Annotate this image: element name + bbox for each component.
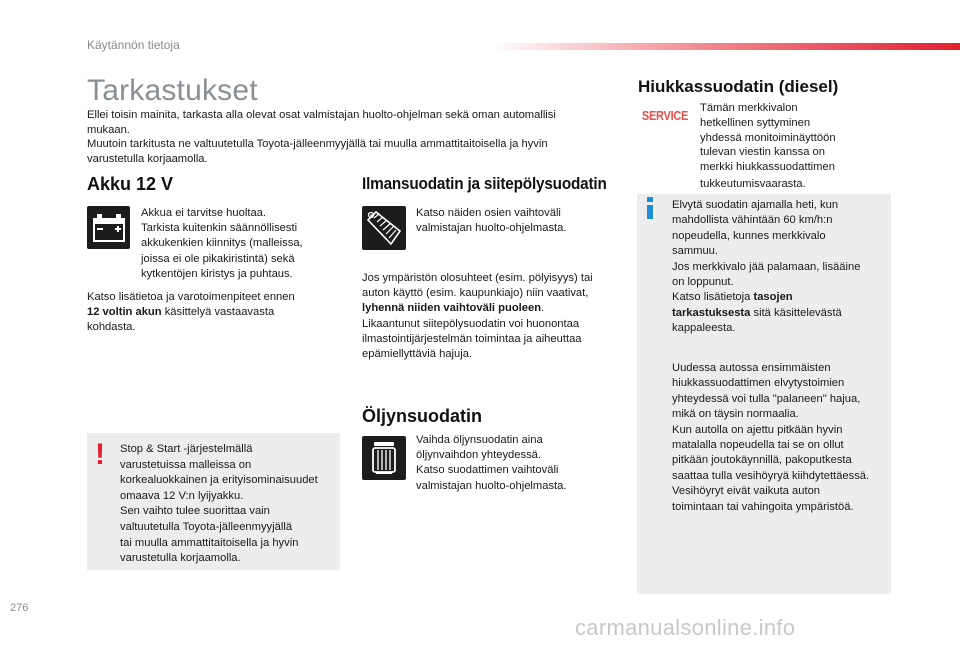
info-line: yhteydessä voi tulla "palaneen" hajua,: [672, 392, 861, 405]
header-accent-line: [490, 43, 960, 50]
warning-text: [120, 442, 338, 567]
oil-filter-desc-line: valmistajan huolto-ohjelmasta.: [416, 479, 567, 492]
warning-line: Stop & Start -järjestelmällä: [120, 443, 253, 455]
air-filter-emphasis: lyhennä niiden vaihtoväli puoleen: [362, 302, 542, 315]
info-line: kappaleesta.: [672, 322, 736, 335]
air-filter-description: [416, 206, 616, 236]
info-text-regeneration: [672, 198, 887, 337]
warning-line: valtuutetulla Toyota-jälleenmyyjällä: [120, 520, 293, 533]
info-icon: [645, 197, 655, 219]
info-line: Elvytä suodatin ajamalla heti, kun: [672, 199, 839, 211]
air-filter-note-text: .: [541, 302, 545, 315]
air-filter-note-line: auton käyttö (esim. kaupunkiajo) niin vaativat,: [362, 287, 589, 300]
info-line: sammuu.: [672, 245, 719, 258]
info-line: Jos merkkivalo jää palamaan, lisääine: [672, 260, 861, 273]
info-reference: tasojen: [753, 291, 793, 304]
oil-filter-heading: Öljynsuodatin: [362, 406, 483, 426]
page-title: Tarkastukset: [87, 74, 258, 107]
intro-line: varustetulla korjaamolla.: [87, 152, 208, 165]
particle-desc-line: hetkellinen syttyminen: [700, 116, 811, 129]
warning-line: Sen vaihto tulee suorittaa vain: [120, 505, 270, 518]
info-line: [672, 290, 887, 305]
battery-icon-graphic: [91, 212, 127, 244]
info-line: on loppunut.: [672, 276, 734, 289]
info-ref-text: Katso lisätietoja: [672, 291, 754, 304]
info-reference: tarkastuksesta: [672, 306, 751, 319]
info-line: mikä on täysin normaalia.: [672, 408, 799, 421]
service-warning-lamp: SERVICE: [641, 109, 689, 123]
air-filter-note-line: epämiellyttäviä hajuja.: [362, 348, 473, 361]
info-line: mahdollista vähintään 60 km/h:n: [672, 214, 833, 227]
battery-desc-line: Tarkista kuitenkin säännöllisesti: [141, 222, 298, 235]
warning-line: omaava 12 V:n lyijyakku.: [120, 489, 244, 502]
oil-filter-icon-graphic: [367, 440, 401, 476]
air-filter-desc-line: Katso näiden osien vaihtoväli: [416, 207, 561, 219]
particle-desc-line: tukkeutumisvaarasta.: [700, 177, 806, 190]
info-line: matalalla nopeudella tai se on ollut: [672, 439, 844, 452]
air-filter-note-line: [362, 301, 622, 316]
exclamation-icon: !: [95, 438, 105, 471]
oil-filter-desc-line: Katso suodattimen vaihtoväli: [416, 464, 559, 477]
oil-filter-desc-line: öljynvaihdon yhteydessä.: [416, 449, 542, 462]
battery-desc-line: Akkua ei tarvitse huoltaa.: [141, 207, 266, 219]
air-filter-note: [362, 271, 622, 362]
info-line: Kun autolla on ajettu pitkään hyvin: [672, 423, 843, 436]
battery-note: [87, 290, 347, 336]
battery-description: [141, 206, 341, 282]
battery-reference: 12 voltin akun: [87, 306, 162, 319]
info-line: nopeudella, kunnes merkkivalo: [672, 229, 826, 242]
section-title: Käytännön tietoja: [87, 38, 180, 52]
battery-heading: Akku 12 V: [87, 174, 174, 194]
info-line: Vesihöyryt eivät vaikuta auton: [672, 485, 821, 498]
intro-text: [87, 108, 607, 166]
particle-desc-line: merkki hiukkassuodattimen: [700, 161, 835, 174]
info-line: [672, 306, 887, 321]
page-number: 276: [10, 602, 29, 614]
warning-line: korkealuokkainen ja erityisominaisuudet: [120, 474, 318, 487]
particle-desc-line: yhdessä monitoiminäyttöön: [700, 131, 836, 144]
battery-desc-line: joissa ei ole pikakiristintä) sekä: [141, 252, 295, 265]
battery-note-line: kohdasta.: [87, 321, 136, 334]
intro-line: Muutoin tarkitusta ne valtuutetulla Toyota-jälleenmyyjällä tai muulla ammattitaitoisella ja hyvin: [87, 138, 548, 150]
oil-filter-description: [416, 433, 616, 494]
battery-note-line: [87, 305, 347, 320]
info-line: saattaa tulla vesihöyryä kiihdytettäessä.: [672, 469, 870, 482]
battery-note-line: Katso lisätietoa ja varotoimenpiteet ennen: [87, 291, 295, 303]
particle-filter-heading: Hiukkassuodatin (diesel): [638, 77, 839, 96]
battery-icon: [87, 206, 130, 249]
air-filter-desc-line: valmistajan huolto-ohjelmasta.: [416, 222, 567, 235]
air-filter-note-line: Jos ympäristön olosuhteet (esim. pölyisyys) tai: [362, 272, 593, 284]
intro-line: Ellei toisin mainita, tarkasta alla olevat osat valmistajan huolto-ohjelman sekä oman automallisi: [87, 109, 556, 121]
particle-desc-line: Tämän merkkivalon: [700, 102, 798, 114]
info-text-new-car: [672, 361, 887, 515]
air-filter-icon: [362, 206, 406, 250]
battery-desc-line: akkukenkien kiinnitys (malleissa,: [141, 237, 303, 250]
particle-filter-description: [700, 101, 890, 192]
watermark: carmanualsonline.info: [575, 615, 796, 640]
air-filter-note-line: Likaantunut siitepölysuodatin voi huonontaa: [362, 317, 580, 330]
info-line: Uudessa autossa ensimmäisten: [672, 362, 831, 374]
particle-desc-line: tulevan viestin kanssa on: [700, 146, 826, 159]
info-line: toimintaan tai vahingoita ympäristöä.: [672, 500, 854, 513]
intro-line: mukaan.: [87, 123, 130, 136]
warning-line: varustetuissa malleissa on: [120, 458, 252, 471]
air-filter-note-line: ilmastointijärjestelmän toimintaa ja aiheuttaa: [362, 332, 582, 345]
info-line: pitkään joutokäynnillä, pakoputkesta: [672, 454, 852, 467]
info-ref-text: sitä käsittelevästä: [750, 306, 842, 319]
oil-filter-icon: [362, 436, 406, 480]
oil-filter-desc-line: Vaihda öljynsuodatin aina: [416, 434, 543, 446]
info-line: hiukkassuodattimen elvytystoimien: [672, 377, 845, 390]
warning-line: tai muulla ammattitaitoisella ja hyvin: [120, 536, 299, 549]
warning-line: varustetulla korjaamolla.: [120, 552, 241, 565]
air-filter-heading: Ilmansuodatin ja siitepölysuodatin: [362, 174, 607, 193]
battery-note-text: käsittelyä vastaavasta: [161, 306, 275, 319]
air-filter-icon-graphic: [365, 209, 403, 247]
battery-desc-line: kytkentöjen kiristys ja puhtaus.: [141, 267, 293, 280]
